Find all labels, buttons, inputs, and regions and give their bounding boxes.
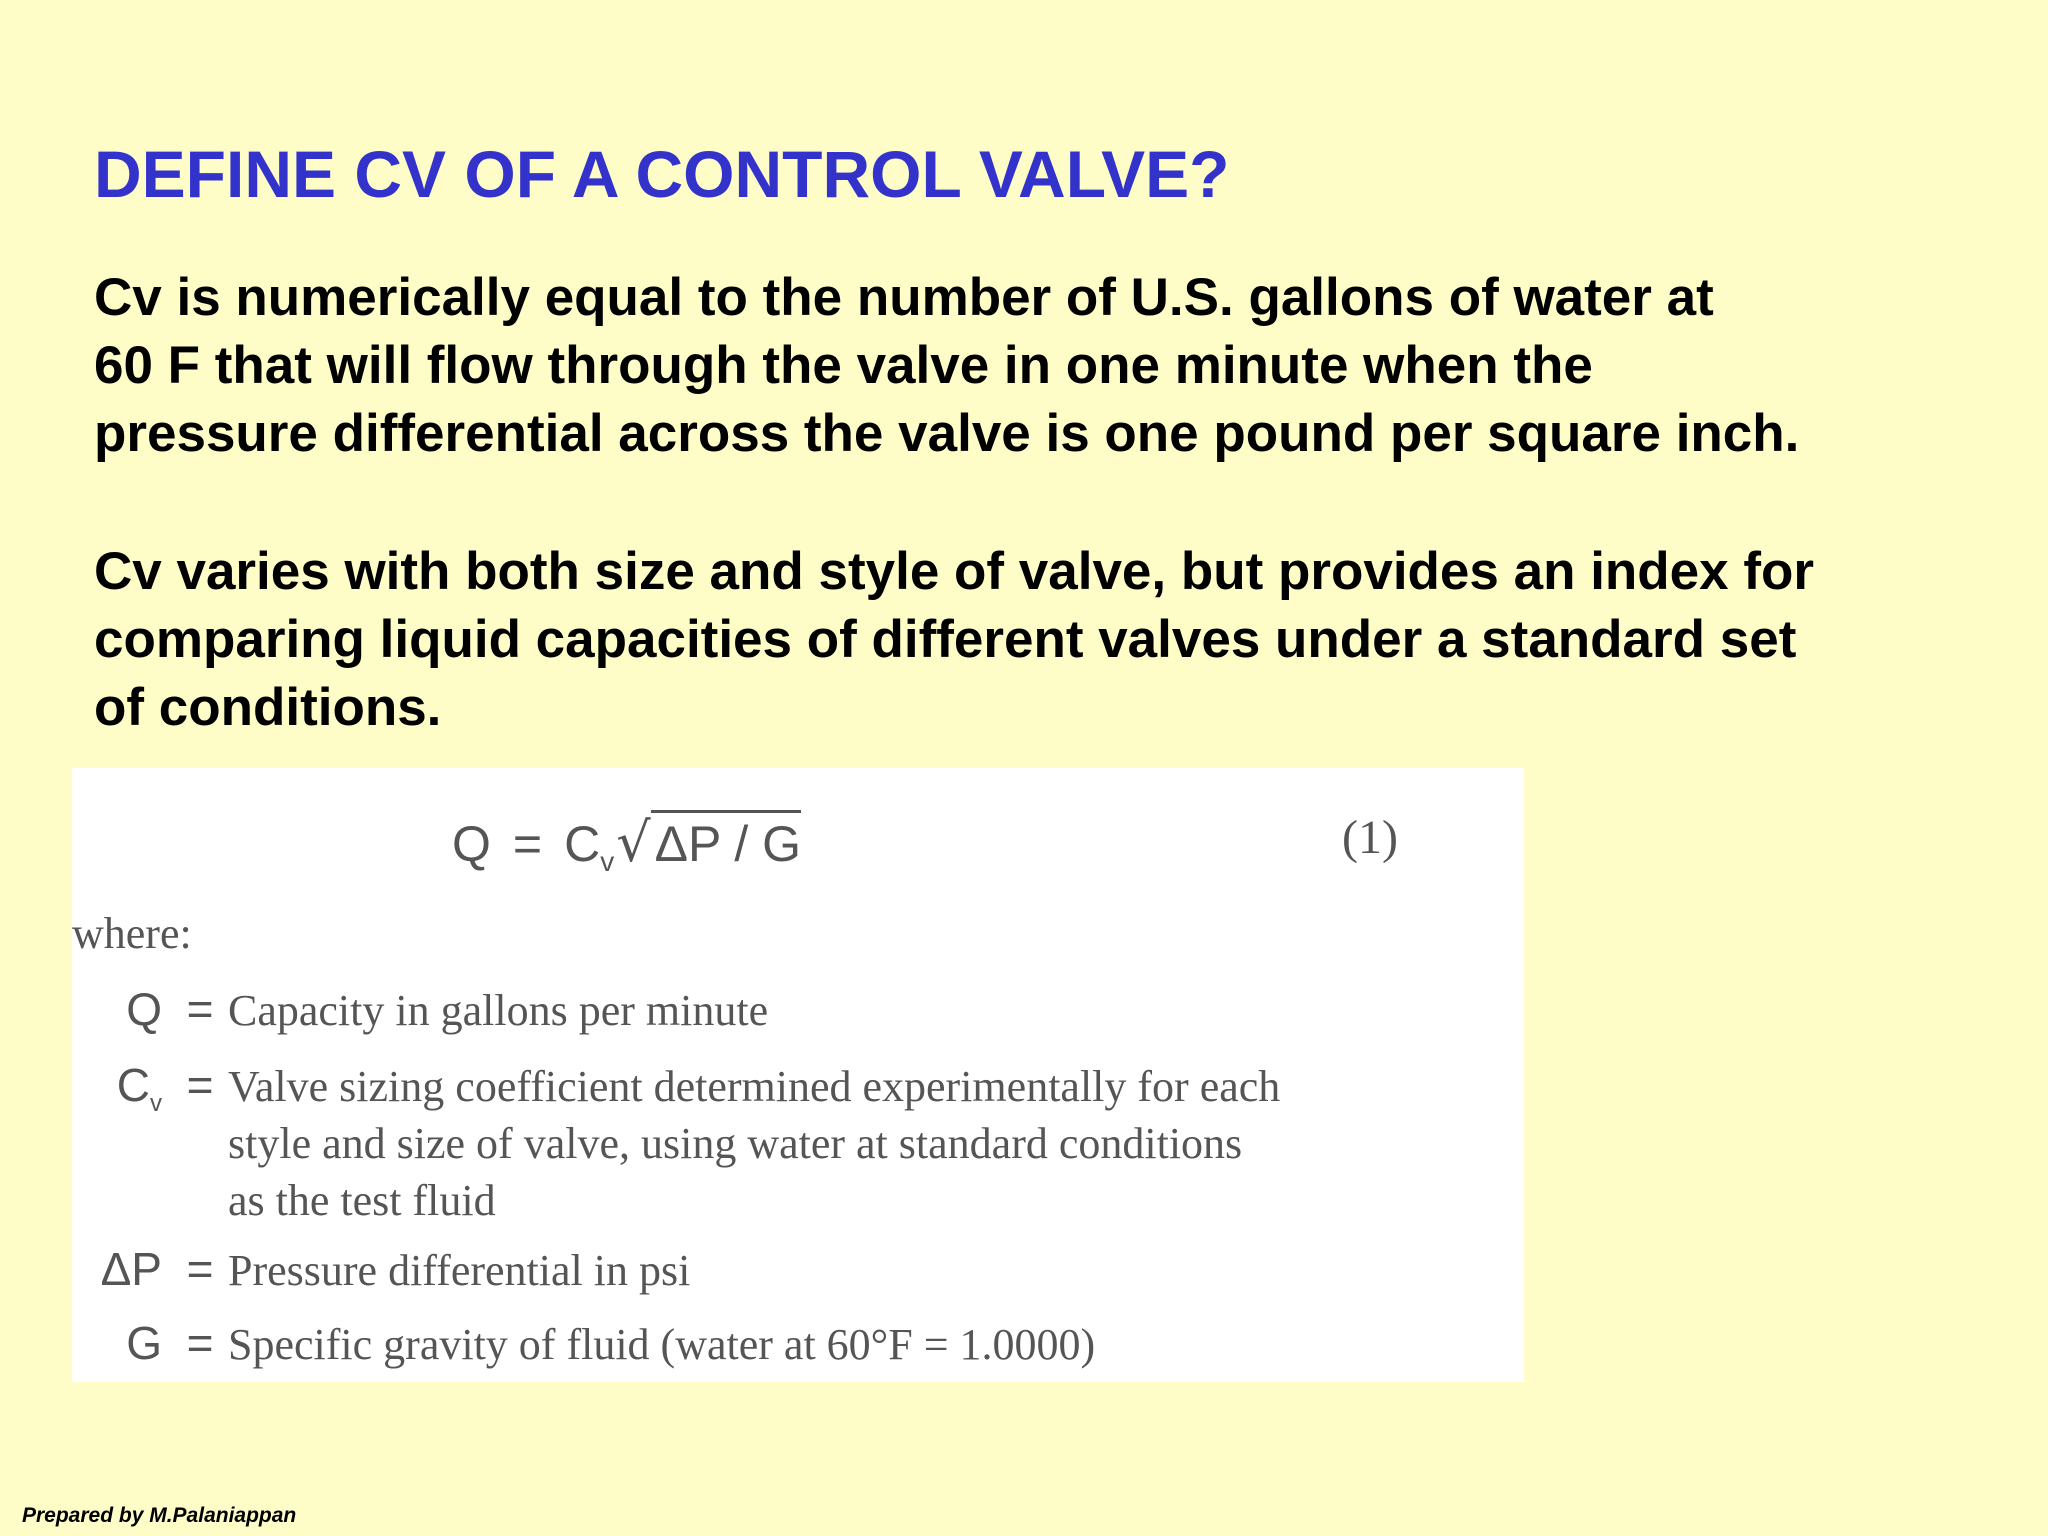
definition-equals: = — [186, 983, 214, 1035]
cv-definition-paragraph — [94, 264, 1799, 468]
cv-equation — [452, 810, 802, 877]
paragraph-line: of conditions. — [94, 678, 442, 737]
formula-image — [72, 768, 1524, 1382]
definition-text: Valve sizing coefficient determined experimentally for each style and size of valve, using water at standard conditions as the test fluid — [228, 1062, 1281, 1225]
definition-symbol: ΔP — [100, 1243, 162, 1295]
equation-lhs: Q — [452, 816, 491, 872]
where-label: where: — [72, 909, 192, 958]
definition-equals: = — [186, 1059, 214, 1111]
paragraph-line: Cv varies with both size and style of valve, but provides an index for — [94, 542, 1814, 601]
equation-coef: C — [564, 816, 601, 872]
definition-symbol: $C_v$ — [116, 1059, 162, 1117]
definition-symbol: Q — [126, 983, 162, 1035]
definition-text: Pressure differential in psi — [228, 1246, 691, 1295]
equation-equals: = — [512, 816, 543, 872]
equation-number: (1) — [1342, 811, 1398, 864]
definition-equals: = — [186, 1243, 214, 1295]
definition-symbol: G — [126, 1317, 162, 1369]
equation-radicand: ΔP / G — [651, 810, 801, 873]
paragraph-line: Cv is numerically equal to the number of U.S. gallons of water at — [94, 268, 1714, 327]
footer-credit: Prepared by M.Palaniappan — [22, 1504, 297, 1527]
square-root-symbol: √ — [616, 811, 651, 874]
definition-text: Specific gravity of fluid (water at 60°F = 1.0000) — [228, 1320, 1096, 1369]
equation-coef-subscript: v — [600, 846, 615, 877]
definition-text: Capacity in gallons per minute — [228, 986, 769, 1035]
paragraph-line: 60 F that will flow through the valve in one minute when the — [94, 336, 1593, 395]
paragraph-line: comparing liquid capacities of different valves under a standard set — [94, 610, 1797, 669]
definition-equals: = — [186, 1317, 214, 1369]
slide-title: DEFINE CV OF A CONTROL VALVE? — [94, 137, 1230, 211]
paragraph-line: pressure differential across the valve is one pound per square inch. — [94, 404, 1800, 463]
cv-usage-paragraph — [94, 538, 1814, 742]
